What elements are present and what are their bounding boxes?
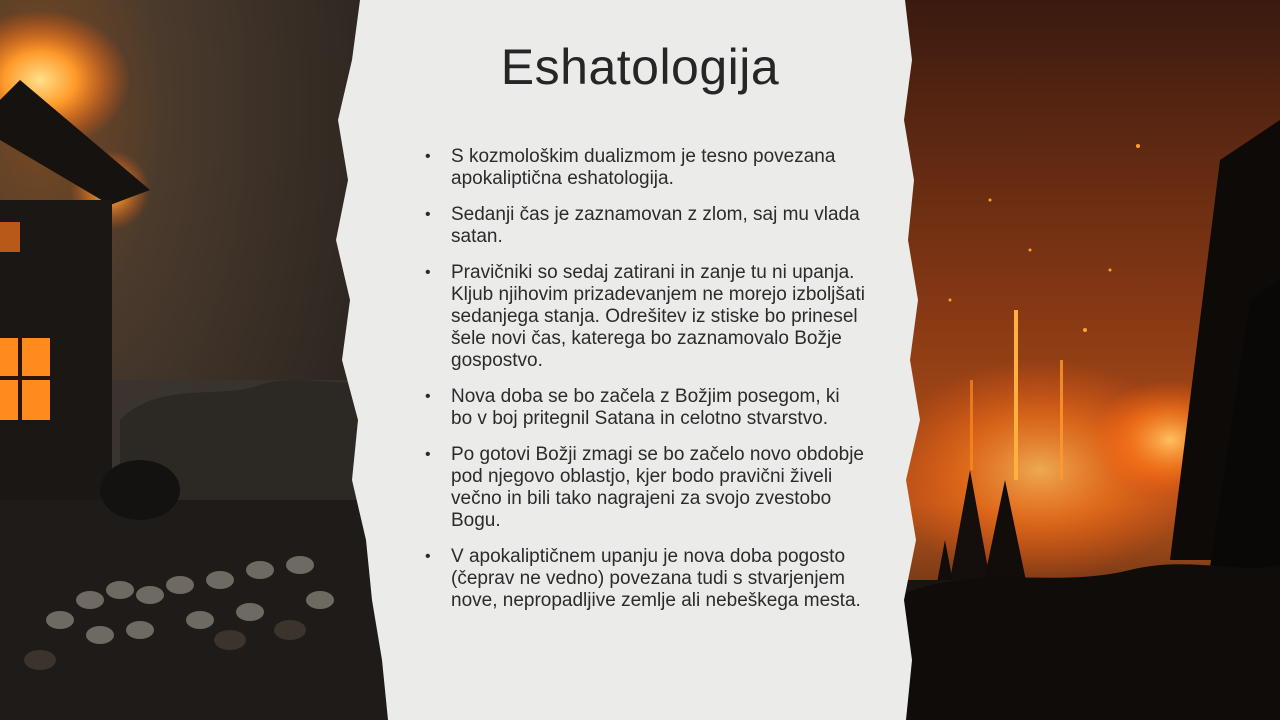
bullet-icon: • [425, 446, 431, 463]
bullet-text: Pravičniki so sedaj zatirani in zanje tu ni upanja. Kljub njihovim prizadevanjem ne morejo izboljšati sedanjega stanja. Odrešitev iz stiske bo prinesel šele novi čas, katerega bo zaznamovalo Božje gospostvo. [451, 262, 865, 371]
bullet-item [425, 146, 865, 190]
bullet-list [425, 146, 865, 626]
bullet-text: Nova doba se bo začela z Božjim posegom, ki bo v boj pritegnil Satana in celotno stvarstvo. [451, 386, 840, 429]
bullet-item [425, 546, 865, 612]
bullet-icon: • [425, 206, 431, 223]
bullet-text: Po gotovi Božji zmagi se bo začelo novo obdobje pod njegovo oblastjo, kjer bodo pravični živeli večno in bili tako nagrajeni za svojo zvestobo Bogu. [451, 444, 864, 531]
bullet-icon: • [425, 548, 431, 565]
bullet-icon: • [425, 388, 431, 405]
bullet-item [425, 204, 865, 248]
bullet-item [425, 262, 865, 372]
bullet-text: Sedanji čas je zaznamovan z zlom, saj mu vlada satan. [451, 204, 860, 247]
bullet-item [425, 444, 865, 532]
bullet-icon: • [425, 264, 431, 281]
bullet-item [425, 386, 865, 430]
bullet-text: S kozmološkim dualizmom je tesno povezana apokaliptična eshatologija. [451, 146, 836, 189]
slide-title: Eshatologija [500, 39, 780, 95]
bullet-icon: • [425, 148, 431, 165]
bullet-text: V apokaliptičnem upanju je nova doba pogosto (čeprav ne vedno) povezana tudi s stvarjenjem nove, nepropadljive zemlje ali nebeškega mesta. [451, 546, 861, 611]
